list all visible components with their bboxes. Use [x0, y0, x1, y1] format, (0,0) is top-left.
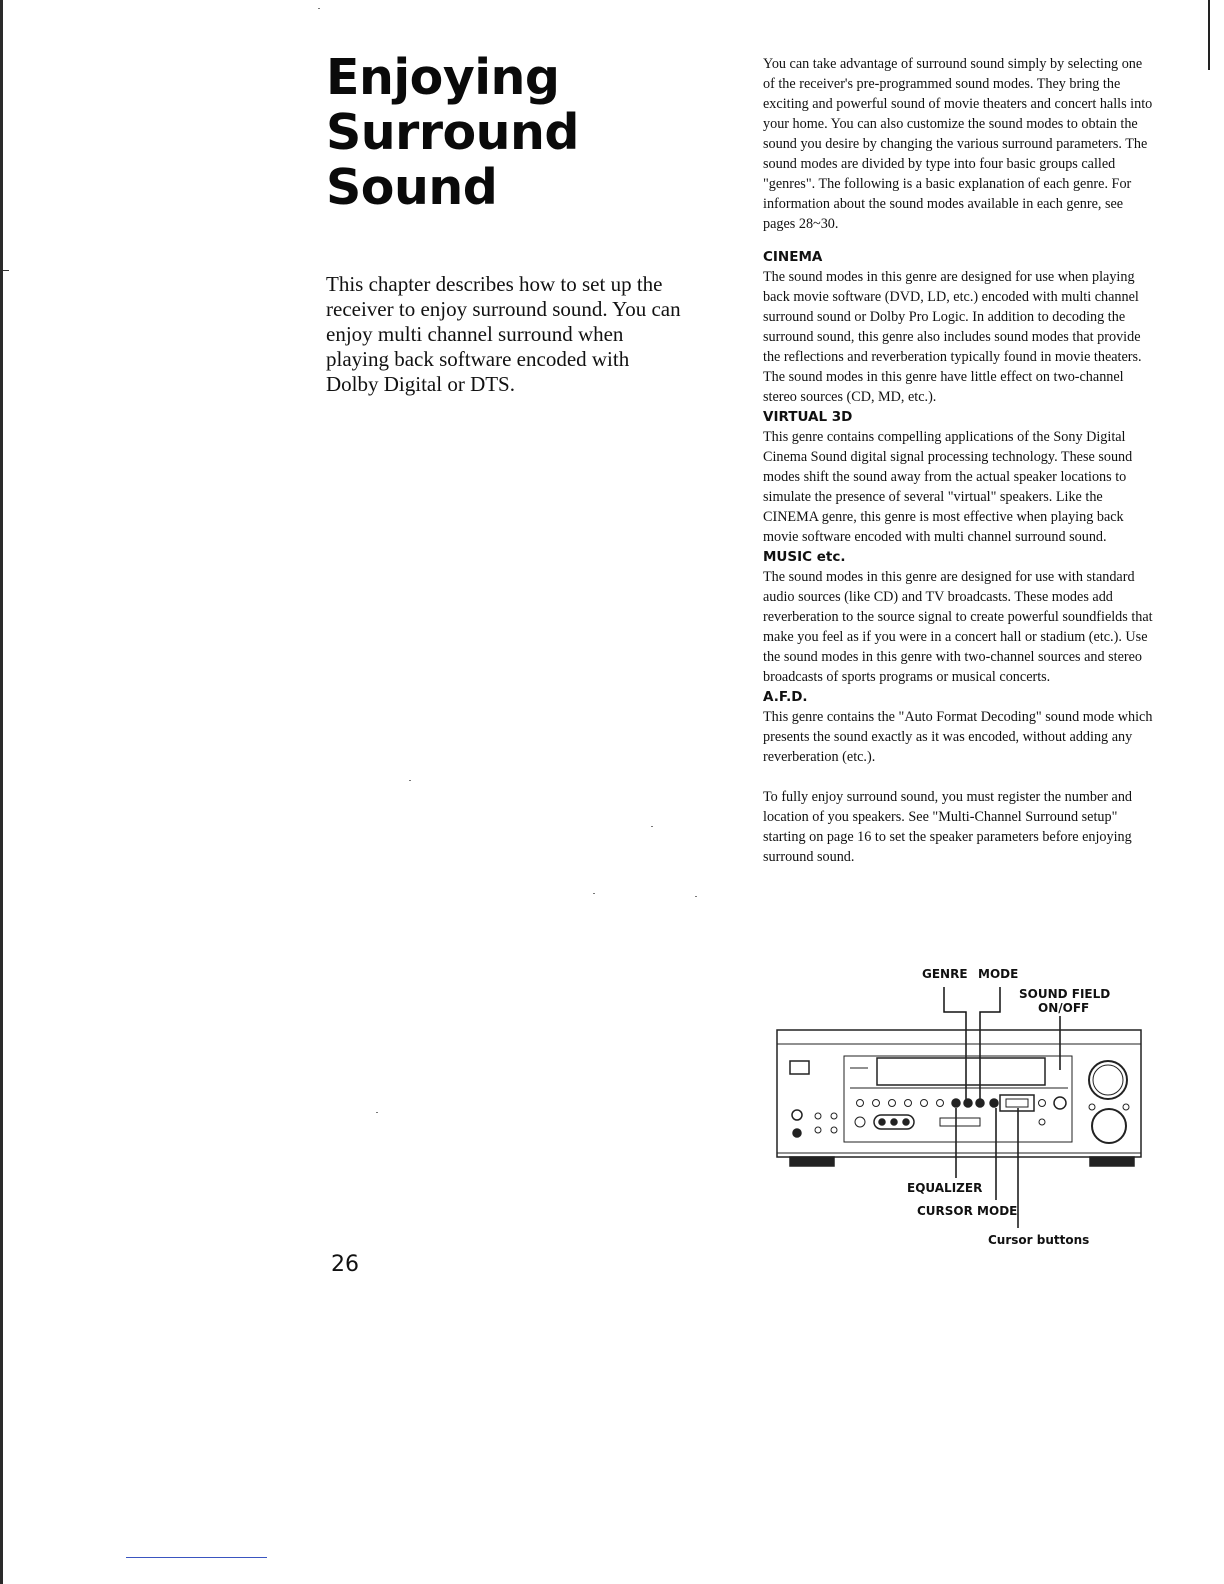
- genre-text-virtual-3d: This genre contains compelling applications of the Sony Digital Cinema Sound digital signal processing technology. These sound modes shift the sound away from the actual speaker locations to simulate the presence of several "virtual" speakers. Like the CINEMA genre, this genre is most effective when playing back movie software encoded with multi channel surround sound.: [763, 429, 1133, 545]
- title-line-3: Sound: [326, 159, 498, 216]
- genre-text-afd: This genre contains the "Auto Format Decoding" sound mode which presents the sound exactly as it was encoded, without adding any reverberation (etc.).: [763, 709, 1153, 765]
- title-line-2: Surround: [326, 104, 580, 161]
- label-on-off: ON/OFF: [1038, 1001, 1090, 1015]
- title-line-1: Enjoying: [326, 49, 560, 106]
- label-cursor-mode: CURSOR MODE: [917, 1204, 1018, 1218]
- genre-heading-music: MUSIC etc.: [763, 549, 846, 565]
- label-cursor-buttons: Cursor buttons: [988, 1233, 1090, 1247]
- lead-paragraph: You can take advantage of surround sound simply by selecting one of the receiver's pre-programmed sound modes. They bring the exciting and powerful sound of movie theaters and concert halls into your home. You can also customize the sound modes to obtain the sound you desire by changing the various surround parameters. The sound modes are divided by type into four basic groups called "genres". The following is a basic explanation of each genre. For information about the sound modes available in each genre, see pages 28~30.: [763, 56, 1153, 232]
- bottom-rule: [126, 1557, 267, 1558]
- genre-heading-cinema: CINEMA: [763, 249, 823, 265]
- label-mode: MODE: [978, 967, 1019, 981]
- chapter-intro: This chapter describes how to set up the receiver to enjoy surround sound. You can enjoy multi channel surround when playing back software encoded with Dolby Digital or DTS.: [326, 272, 681, 396]
- genre-heading-afd: A.F.D.: [763, 689, 808, 705]
- receiver-body: [777, 1030, 1141, 1166]
- genre-text-cinema: The sound modes in this genre are designed for use when playing back movie software (DVD, LD, etc.) encoded with multi channel surround sound or Dolby Pro Logic. In addition to decoding the surround sound, this genre also includes sound modes that provide the reflections and reverberation typically found in movie theaters. The sound modes in this genre have little effect on two-channel stereo sources (CD, MD, etc.).: [763, 269, 1142, 405]
- genre-text-music: The sound modes in this genre are designed for use with standard audio sources (like CD) and TV broadcasts. These modes add reverberation to the source signal to create powerful soundfields that make you feel as if you were in a concert hall or stadium (etc.). Use the sound modes in this genre with two-channel sources and stereo broadcasts of sports programs or musical concerts.: [763, 569, 1153, 685]
- label-genre: GENRE: [922, 967, 968, 981]
- label-equalizer: EQUALIZER: [907, 1181, 983, 1195]
- closing-paragraph: To fully enjoy surround sound, you must register the number and location of you speakers. See "Multi-Channel Surround setup" starting on page 16 to set the speaker parameters before enjoying surround sound.: [763, 789, 1133, 865]
- genre-heading-virtual-3d: VIRTUAL 3D: [763, 409, 853, 425]
- page-number: 26: [331, 1252, 359, 1277]
- label-sound-field: SOUND FIELD: [1019, 987, 1111, 1001]
